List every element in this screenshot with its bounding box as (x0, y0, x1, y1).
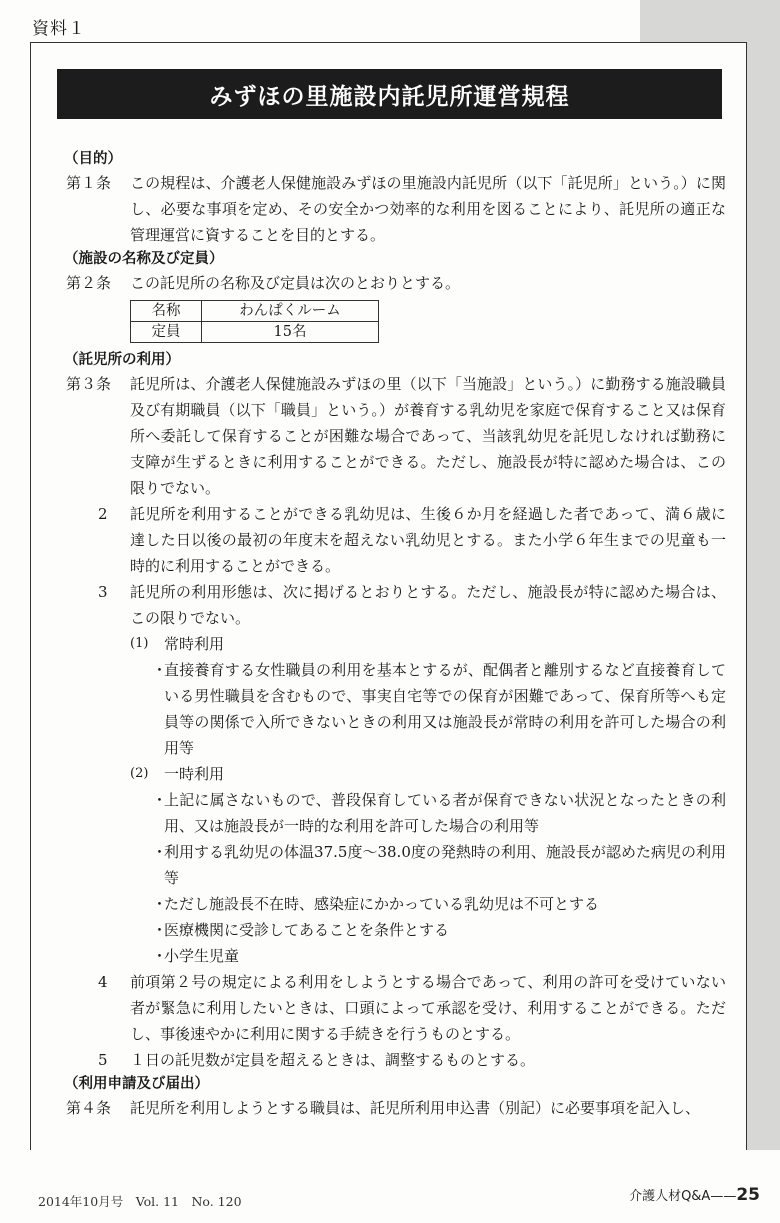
item-number: (1) (130, 636, 149, 651)
list-item (66, 657, 726, 761)
page-number: 25 (736, 1185, 760, 1205)
section-heading-purpose: （目的） (64, 151, 122, 167)
table-row (131, 301, 379, 322)
article-number: 第４条 (66, 1099, 112, 1117)
article-number: 第３条 (66, 375, 112, 393)
bullet-mark: ・ (152, 843, 168, 861)
section-heading-application: （利用申請及び届出） (64, 1076, 209, 1092)
article-2 (66, 270, 726, 296)
article-number: 第２条 (66, 274, 112, 292)
section-heading-usage: （託児所の利用） (64, 352, 180, 368)
list-item (66, 839, 726, 891)
table-cell: 15名 (202, 322, 379, 343)
bullet-mark: ・ (152, 895, 168, 913)
item-label: 一時利用 (164, 765, 225, 783)
document-label: 資料１ (32, 19, 86, 39)
list-item (66, 787, 726, 839)
bullet-mark: ・ (152, 921, 168, 939)
item-number: (2) (130, 766, 149, 781)
paragraph-text: 託児所を利用することができる乳幼児は、生後６か月を経過した者であって、満６歳に達した日以後の最初の年度末を超えない乳幼児とする。また小学６年生までの児童も一時的に利用することができる。 (130, 505, 726, 575)
paragraph-text: １日の託児数が定員を超えるときは、調整するものとする。 (130, 1051, 536, 1069)
article-text: 託児所は、介護老人保健施設みずほの里（以下「当施設」という。）に勤務する施設職員及び有期職員（以下「職員」という。）が養育する乳幼児を家庭で保育すること又は保育所へ委託して保育することが困難な場合であって、当該乳幼児を託児しなければ勤務に支障が生ずるときに利用することができる。ただし、施設長が特に認めた場合は、この限りでない。 (130, 375, 726, 497)
issue-info: 2014年10月号 Vol. 11 No. 120 (38, 1194, 242, 1209)
regulation-frame (30, 42, 747, 1156)
bullet-mark: ・ (152, 661, 168, 679)
paragraph-number: 5 (98, 1051, 108, 1069)
table-cell: 定員 (131, 322, 202, 343)
bullet-mark: ・ (152, 791, 168, 809)
list-item-text: 直接養育する女性職員の利用を基本とするが、配偶者と離別するなど直接養育している男性職員を含むもので、事実自宅等での保育が困難であって、保育所等へも定員等の関係で入所できないときの利用又は施設長が常時の利用を許可した場合の利用等 (164, 661, 726, 757)
article-3 (66, 371, 726, 501)
list-item (66, 917, 726, 943)
facility-table (130, 300, 379, 343)
page-footer (629, 1185, 760, 1205)
list-item (66, 891, 726, 917)
section-heading-facility: （施設の名称及び定員） (64, 251, 224, 267)
paragraph-5 (66, 1047, 726, 1073)
paragraph-number: 3 (98, 583, 108, 601)
paragraph-number: 4 (98, 973, 108, 991)
item-regular-use (66, 631, 726, 657)
list-item-text: 医療機関に受診してあることを条件とする (164, 921, 450, 939)
article-text: この規程は、介護老人保健施設みずほの里施設内託児所（以下「託児所」という。）に関し、必要な事項を定め、その安全かつ効率的な利用を図ることにより、託児所の適正な管理運営に資することを目的とする。 (130, 174, 726, 244)
paragraph-2 (66, 501, 726, 579)
list-item-text: 利用する乳幼児の体温37.5度～38.0度の発熱時の利用、施設長が認めた病児の利用等 (164, 843, 726, 887)
article-text: この託児所の名称及び定員は次のとおりとする。 (130, 274, 461, 292)
article-text: 託児所を利用しようとする職員は、託児所利用申込書（別記）に必要事項を記入し、 (130, 1099, 701, 1117)
paragraph-number: 2 (98, 505, 108, 523)
list-item-text: 上記に属さないもので、普段保育している者が保育できない状況となったときの利用、又は施設長が一時的な利用を許可した場合の利用等 (164, 791, 726, 835)
article-4 (66, 1095, 726, 1121)
article-number: 第１条 (66, 174, 112, 192)
table-row (131, 322, 379, 343)
item-label: 常時利用 (164, 635, 225, 653)
document-title: みずほの里施設内託児所運営規程 (57, 69, 722, 119)
paragraph-text: 託児所の利用形態は、次に掲げるとおりとする。ただし、施設長が特に認めた場合は、この限りでない。 (130, 583, 726, 627)
list-item-text: 小学生児童 (164, 947, 240, 965)
article-1 (66, 170, 726, 248)
list-item-text: ただし施設長不在時、感染症にかかっている乳幼児は不可とする (164, 895, 600, 913)
magazine-name: 介護人材Q&A—— (629, 1189, 737, 1204)
table-cell: わんぱくルーム (202, 301, 379, 322)
table-cell: 名称 (131, 301, 202, 322)
bullet-mark: ・ (152, 947, 168, 965)
item-temporary-use (66, 761, 726, 787)
paragraph-text: 前項第２号の規定による利用をしようとする場合であって、利用の許可を受けていない者が緊急に利用したいときは、口頭によって承認を受け、利用することができる。ただし、事後速やかに利用に関する手続きを行うものとする。 (130, 973, 726, 1043)
list-item (66, 943, 726, 969)
regulation-body (66, 148, 726, 1121)
paragraph-3 (66, 579, 726, 631)
paragraph-4 (66, 969, 726, 1047)
